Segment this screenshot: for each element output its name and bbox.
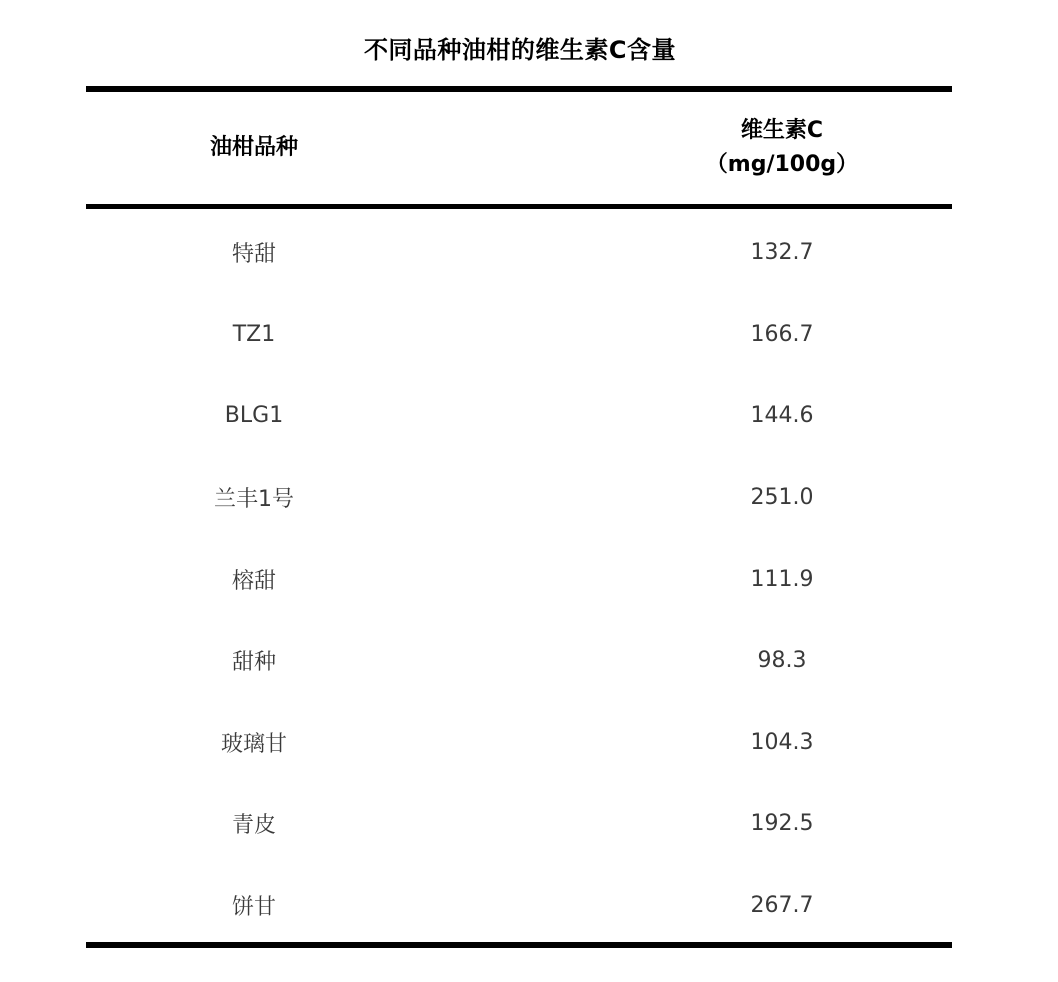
table-row bbox=[86, 375, 952, 457]
variety-cell: 榕甜 bbox=[231, 568, 276, 594]
header-vitamin-c-label: 维生素C bbox=[740, 118, 824, 143]
vitamin-c-cell: 251.0 bbox=[750, 485, 814, 511]
vitamin-c-cell: 144.6 bbox=[750, 403, 814, 429]
variety-cell: TZ1 bbox=[232, 321, 276, 347]
table-title: 不同品种油柑的维生素C含量 bbox=[363, 36, 677, 64]
header-variety bbox=[86, 92, 422, 204]
table-row bbox=[86, 538, 952, 620]
table-row bbox=[86, 783, 952, 865]
table-row bbox=[86, 702, 952, 784]
vitamin-c-cell: 104.3 bbox=[750, 729, 814, 755]
vitamin-c-cell: 267.7 bbox=[750, 893, 814, 919]
variety-cell: 玻璃甘 bbox=[220, 731, 287, 757]
variety-cell: 特甜 bbox=[231, 242, 276, 268]
table-body bbox=[86, 212, 952, 946]
table-row bbox=[86, 457, 952, 539]
header-variety-label: 油柑品种 bbox=[209, 135, 298, 160]
table-header-rule bbox=[86, 204, 952, 209]
table-row bbox=[86, 294, 952, 376]
variety-cell: 饼甘 bbox=[231, 895, 276, 921]
vitamin-c-cell: 132.7 bbox=[750, 240, 814, 266]
table-bottom-rule bbox=[86, 942, 952, 948]
table-header-row bbox=[86, 92, 952, 204]
variety-cell: 兰丰1号 bbox=[214, 487, 294, 513]
variety-cell: BLG1 bbox=[224, 403, 284, 429]
vitamin-c-cell: 192.5 bbox=[750, 811, 814, 837]
table-row bbox=[86, 865, 952, 947]
table-row bbox=[86, 620, 952, 702]
header-vitamin-c-unit: （mg/100g） bbox=[705, 152, 859, 177]
variety-cell: 青皮 bbox=[231, 813, 276, 839]
table-row bbox=[86, 212, 952, 294]
vitamin-c-cell: 98.3 bbox=[757, 648, 807, 674]
vitamin-c-cell: 166.7 bbox=[750, 321, 814, 347]
header-vitamin-c bbox=[614, 92, 950, 204]
variety-cell: 甜种 bbox=[231, 650, 276, 676]
vitamin-c-cell: 111.9 bbox=[750, 566, 814, 592]
